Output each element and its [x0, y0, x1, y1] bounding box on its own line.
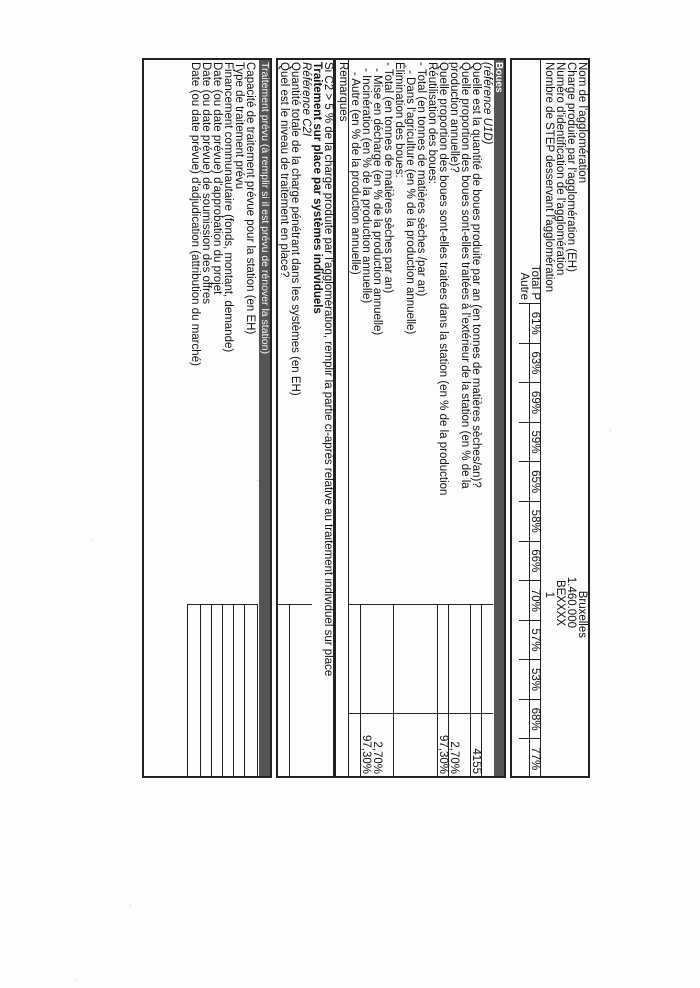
- boues-q2-line1: Quelle proportion des boues sont-elles traitées à l'extérieur de la station (en % de la: [459, 62, 471, 489]
- percent-cell: 69%: [519, 382, 541, 422]
- percent-cell: 61%: [519, 303, 541, 343]
- prevu-answer-col-rule: [188, 604, 258, 605]
- individuel-title: Traitement sur place par systèmes individuels: [311, 62, 323, 314]
- header-value-nom: Bruxelles: [576, 590, 588, 638]
- header-value-nombre: 1: [543, 591, 555, 598]
- individuel-reference: Référence C2I: [300, 62, 312, 137]
- scan-speck: [257, 480, 258, 481]
- traitement-prevu-row-3: Financement communautaire (fonds, montant, demande): [222, 62, 234, 353]
- percent-cell: 66%: [519, 541, 541, 581]
- boues-e3: - Incinération (en % de la production annuelle): [360, 68, 372, 304]
- individuel-row-rule: [289, 604, 290, 778]
- individuel-q1: Quantité totale de la charge pénétrant dans les systèmes (en EH): [289, 62, 301, 396]
- percent-label-autre: Autre: [518, 272, 530, 300]
- individuel-intro: Si C2 > 5 % de la charge produite par l'agglomération, remplir la partie ci-après relative au traitement individuel sur place: [322, 62, 334, 677]
- remarques-rule: [348, 58, 349, 778]
- header-value-charge: 1.460.000: [565, 576, 577, 628]
- header-label-nombre: Nombre de STEP desservant l'agglomération: [543, 62, 555, 293]
- percent-cell: 77%: [519, 738, 541, 778]
- traitement-prevu-row-1: Capacité de traitement prévue pour la station (en EH): [244, 62, 256, 335]
- boues-title: Boues: [493, 62, 504, 93]
- percent-cell: 53%: [519, 659, 541, 699]
- percent-cell: 65%: [519, 461, 541, 501]
- rotated-form-sheet: [70, 58, 590, 778]
- prevu-rule-3: [222, 604, 223, 778]
- percent-label-total-p: Total P: [529, 264, 541, 300]
- percent-cell: 68%: [519, 699, 541, 739]
- boues-q1: Quelle est la quantité de boues produite par an (en tonnes de matières sèches/an)?: [470, 62, 482, 488]
- boues-elimination: Élimination des boues:: [393, 62, 405, 178]
- percent-cell: 59%: [519, 422, 541, 462]
- prevu-rule-4: [211, 604, 212, 778]
- prevu-answer-right-rule: [188, 777, 258, 778]
- answer-row-rule-5: [393, 604, 394, 778]
- boues-q2-line2: production annuelle)?: [448, 62, 460, 173]
- boues-r1: - Total (en tonnes de matières sèches /par an): [415, 62, 427, 297]
- individuel-col-rule: [276, 604, 312, 605]
- boues-e3-value: 97,30%: [360, 734, 372, 774]
- boues-r2: - Dans l'agriculture (en % de la production annuelle): [404, 70, 416, 335]
- header-value-numero: BEXXXX: [554, 579, 566, 626]
- answer-col-left-rule: [349, 604, 493, 605]
- boues-q3: Quelle proportion des boues sont-elles traitées dans la station (en % de la production: [437, 62, 449, 496]
- boues-e4: - Autre (en % de la production annuelle): [349, 72, 361, 275]
- header-label-charge: Charge produite par l'agglomération (EH): [565, 62, 577, 272]
- prevu-rule-5: [200, 604, 201, 778]
- boues-header-bar: [494, 60, 504, 776]
- header-label-nom: Nom de l'agglomération: [576, 62, 588, 184]
- prevu-rule-2: [233, 604, 234, 778]
- header-label-numero: Numéro d'identification de l'agglomération: [554, 62, 566, 276]
- boues-q2-value: 2,70%: [448, 741, 460, 774]
- percent-cell: 70%: [519, 580, 541, 620]
- traitement-prevu-row-2: Type de traitement prévu: [233, 62, 245, 190]
- scan-speck: [92, 540, 93, 541]
- prevu-rule-1: [244, 604, 245, 778]
- traitement-prevu-row-6: Date (ou date prévue) d'adjudication (attribution du marché): [189, 62, 201, 366]
- prevu-answer-top-rule: [257, 604, 258, 778]
- boues-q1-value: 4155: [470, 748, 482, 774]
- traitement-prevu-header-bar: [259, 60, 270, 776]
- scan-speck: [610, 430, 611, 431]
- boues-reutilisation: Réutilisation des boues:: [426, 62, 438, 185]
- traitement-prevu-title: Traitement prévu (à remplir si il est prévu de rénover la station): [259, 62, 271, 354]
- percent-cell: 58%: [519, 501, 541, 541]
- boues-remarques: Remarques: [337, 62, 349, 122]
- scan-speck: [75, 980, 76, 981]
- traitement-prevu-row-4: Date (ou date prévue) d'approbation du projet: [211, 62, 223, 295]
- boues-q3-value: 97,30%: [437, 734, 449, 774]
- percent-cell: 57%: [519, 620, 541, 660]
- boues-e1: - Total (en tonnes de matières sèches par an): [382, 62, 394, 294]
- boues-e2: - Mise en décharge (en % de la production annuelle): [371, 68, 383, 336]
- traitement-prevu-row-5: Date (ou date prévue) de soumission des offres: [200, 62, 212, 305]
- percent-cell: 63%: [519, 343, 541, 383]
- scan-speck: [130, 905, 131, 906]
- boues-e2-value: 2,70%: [371, 741, 383, 774]
- prevu-answer-bottom-rule: [187, 604, 188, 778]
- individuel-q2: Quel est le niveau de traitement en place?: [278, 62, 290, 278]
- boues-reference: (référence U1D): [481, 62, 493, 145]
